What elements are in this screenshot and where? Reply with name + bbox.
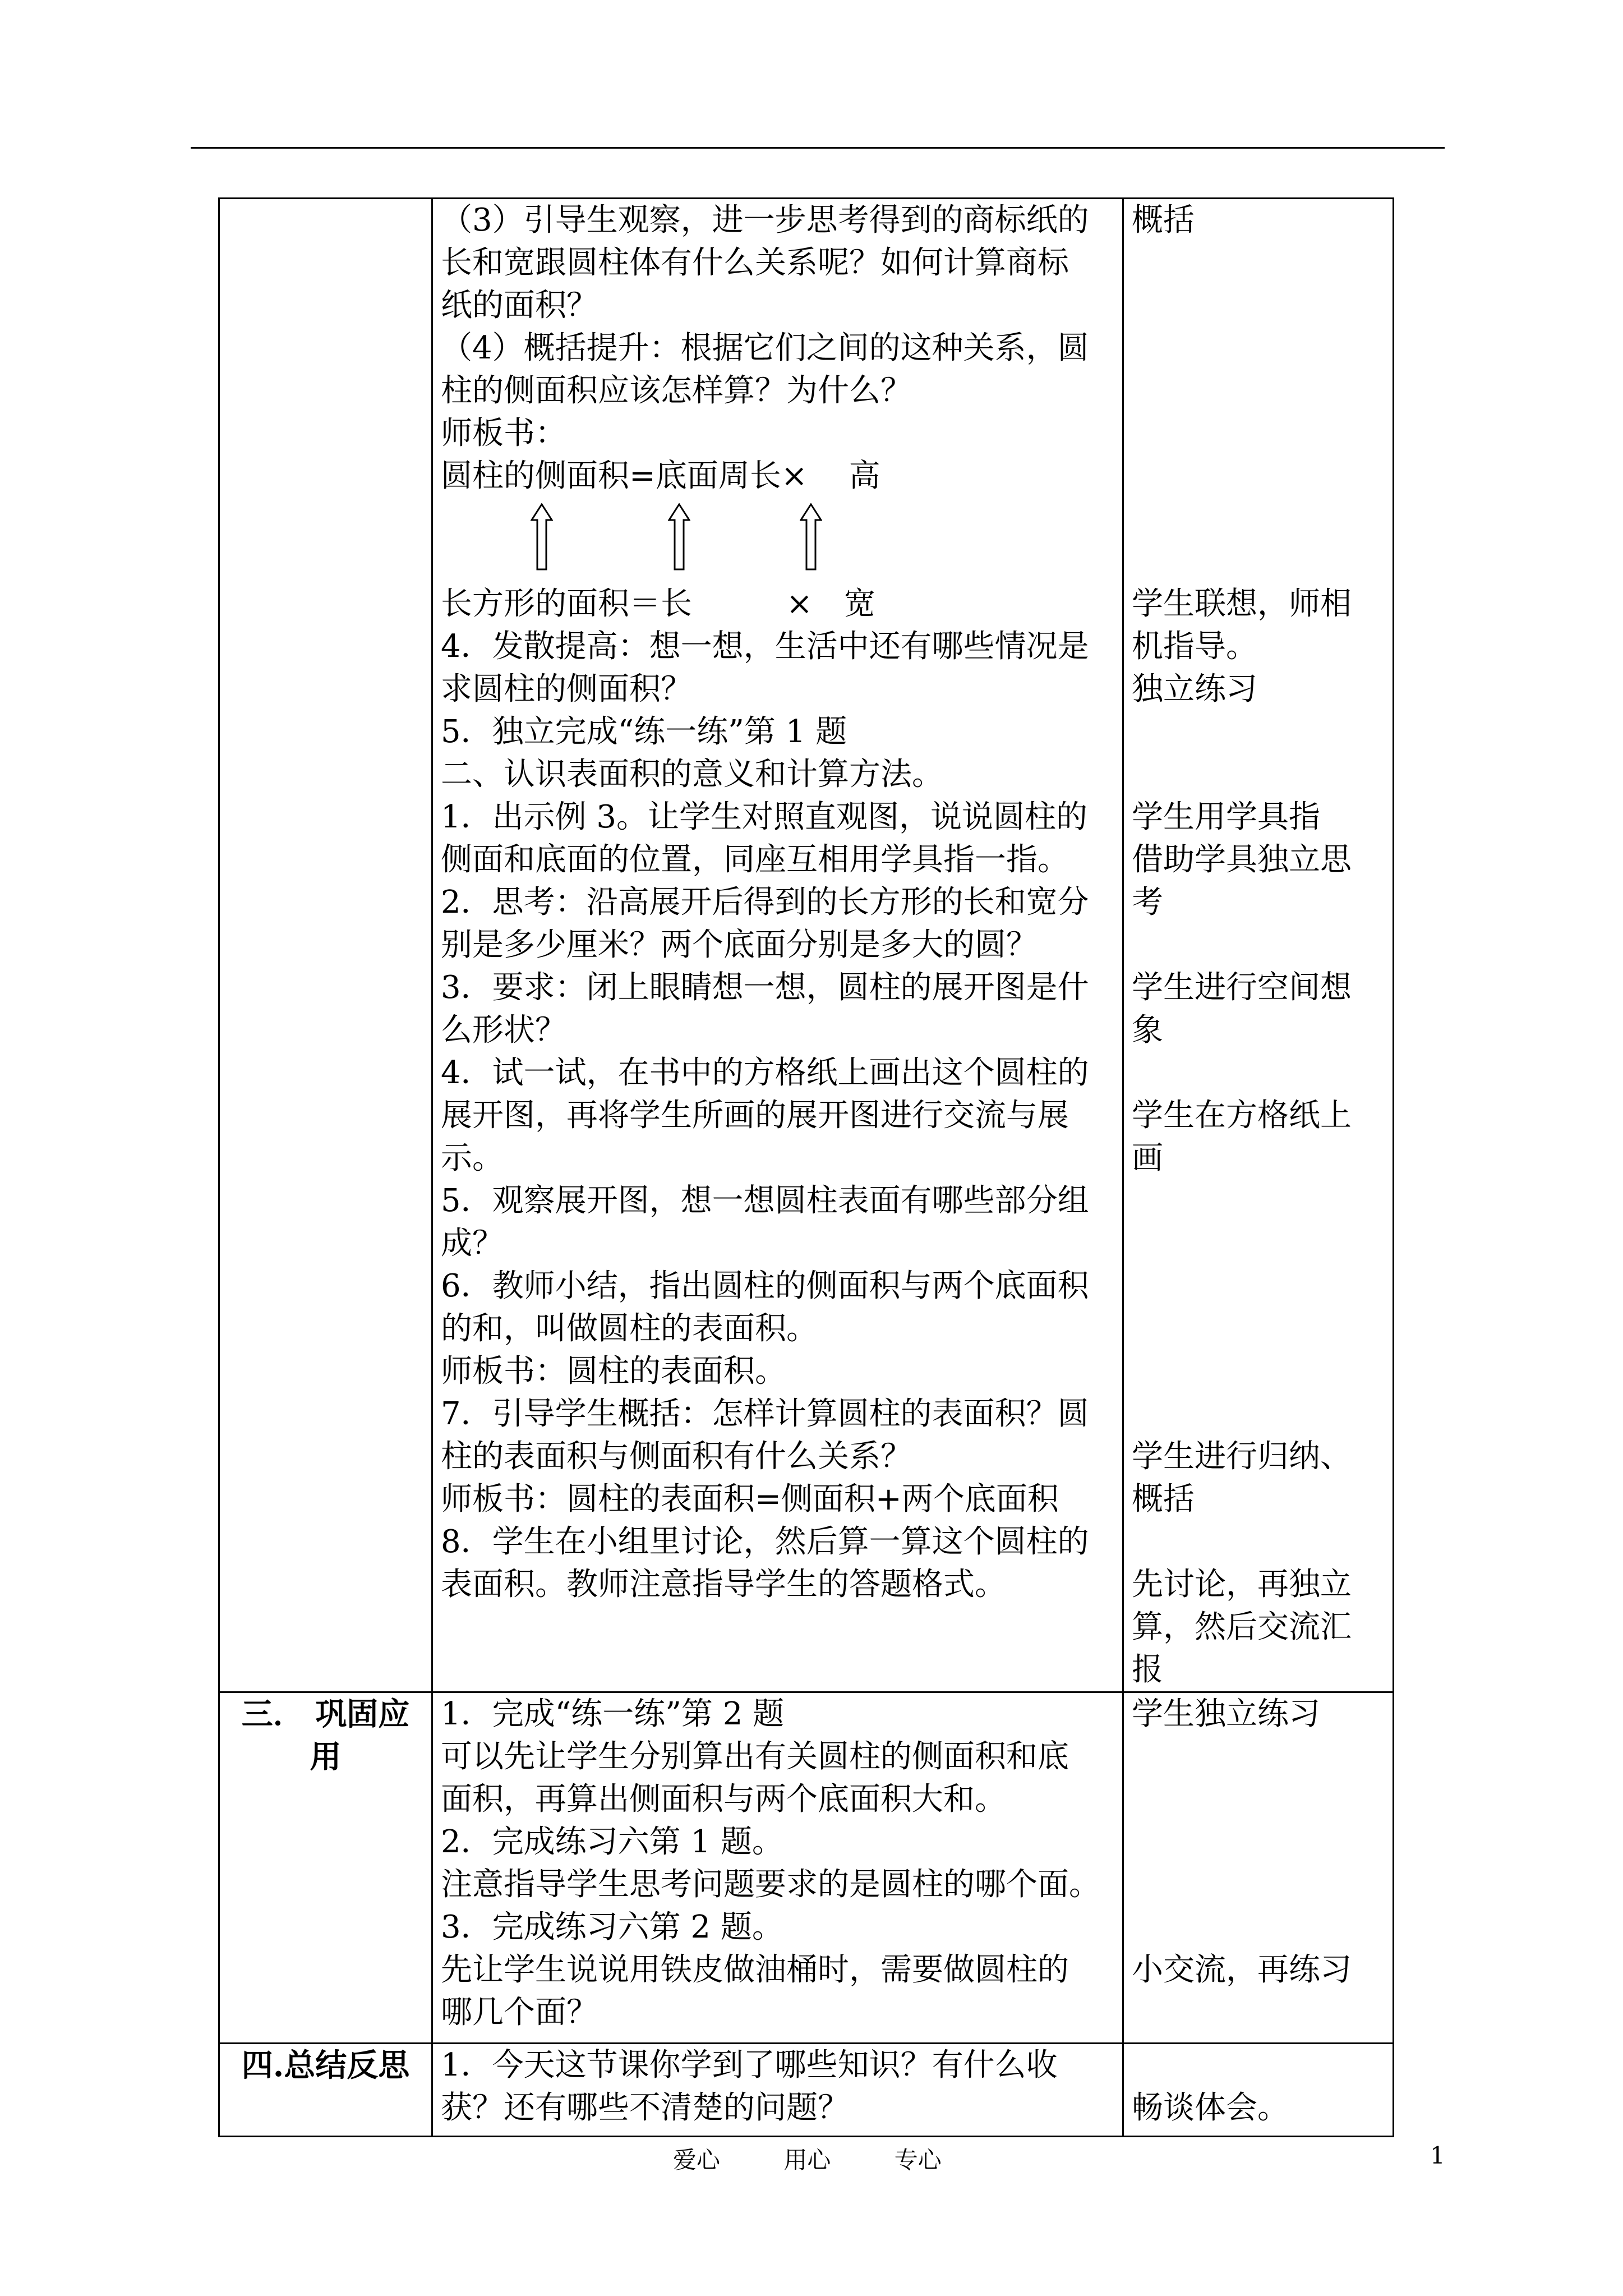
content-line: 示。 — [441, 1140, 504, 1176]
up-arrow-icon — [668, 503, 690, 570]
content-line: 6．教师小结，指出圆柱的侧面积与两个底面积 — [441, 1268, 1089, 1304]
content-line: 师板书：圆柱的表面积=侧面积+两个底面积 — [441, 1481, 1059, 1517]
note-line: 画 — [1132, 1140, 1163, 1176]
note-line: 学生在方格纸上 — [1132, 1097, 1352, 1134]
stage-cell — [219, 1692, 432, 2044]
content-line: 注意指导学生思考问题要求的是圆柱的哪个面。 — [441, 1866, 1100, 1903]
content-line: 5．独立完成“练一练”第 1 题 — [441, 714, 847, 750]
content-cell — [432, 1692, 1123, 2044]
content-line: 么形状？ — [441, 1012, 566, 1048]
note-line: 先讨论，再独立 — [1132, 1566, 1352, 1603]
content-line: 二、认识表面积的意义和计算方法。 — [441, 756, 943, 793]
content-line: 展开图，再将学生所画的展开图进行交流与展 — [441, 1097, 1069, 1134]
footer-word: 专心 — [894, 2146, 942, 2174]
content-line: 可以先让学生分别算出有关圆柱的侧面积和底 — [441, 1738, 1069, 1775]
up-arrow-icon — [531, 503, 553, 570]
table-row — [219, 199, 1394, 1692]
content-line: 柱的表面积与侧面积有什么关系？ — [441, 1438, 912, 1475]
content-line: 7．引导学生概括：怎样计算圆柱的表面积？圆 — [441, 1396, 1089, 1432]
note-line: 畅谈体会。 — [1132, 2090, 1289, 2126]
note-line: 小交流，再练习 — [1132, 1952, 1352, 1988]
stage-label: 三． 巩固应 — [241, 1696, 410, 1733]
content-line: （4）概括提升：根据它们之间的这种关系，圆 — [441, 330, 1089, 366]
content-cell — [432, 199, 1123, 1692]
table-row — [219, 2044, 1394, 2137]
content-line: 成？ — [441, 1225, 504, 1262]
content-line: 2．思考：沿高展开后得到的长方形的长和宽分 — [441, 884, 1089, 921]
content-line: 1．今天这节课你学到了哪些知识？有什么收 — [441, 2047, 1058, 2083]
content-line: 圆柱的侧面积=底面周长× 高 — [441, 458, 880, 494]
content-line: 先让学生说说用铁皮做油桶时，需要做圆柱的 — [441, 1952, 1069, 1988]
page-number: 1 — [1430, 2142, 1445, 2169]
content-line: 长方形的面积＝长 × 宽 — [441, 586, 875, 622]
note-line: 借助学具独立思 — [1132, 841, 1352, 878]
note-line: 概括 — [1132, 1481, 1195, 1517]
note-line: 算，然后交流汇 — [1132, 1609, 1352, 1645]
table-row — [219, 1692, 1394, 2044]
formula-arrows — [441, 498, 1114, 583]
note-line: 学生联想，师相 — [1132, 586, 1352, 622]
note-line: 学生进行归纳、 — [1132, 1438, 1352, 1475]
content-line: 1．出示例 3。让学生对照直观图，说说圆柱的 — [441, 799, 1088, 835]
content-line: 柱的侧面积应该怎样算？为什么？ — [441, 372, 912, 409]
footer-word: 用心 — [783, 2146, 831, 2174]
content-line: 面积，再算出侧面积与两个底面积大和。 — [441, 1781, 1006, 1818]
notes-cell — [1123, 1692, 1394, 2044]
content-line: 师板书： — [441, 415, 566, 452]
header-rule — [191, 147, 1445, 149]
stage-cell — [219, 2044, 432, 2137]
content-line: 求圆柱的侧面积？ — [441, 671, 692, 707]
content-line: 表面积。教师注意指导学生的答题格式。 — [441, 1566, 1006, 1603]
stage-cell — [219, 199, 432, 1692]
note-line: 独立练习 — [1132, 671, 1257, 707]
content-line: 3．完成练习六第 2 题。 — [441, 1909, 783, 1945]
content-line: 3．要求：闭上眼睛想一想，圆柱的展开图是什 — [441, 969, 1089, 1006]
up-arrow-icon — [800, 503, 822, 570]
content-line: 2．完成练习六第 1 题。 — [441, 1824, 783, 1860]
note-line: 考 — [1132, 884, 1163, 921]
content-line: 哪几个面？ — [441, 1994, 598, 2031]
content-line: 5．观察展开图，想一想圆柱表面有哪些部分组 — [441, 1182, 1089, 1219]
note-line: 学生独立练习 — [1132, 1696, 1320, 1732]
content-line: 纸的面积？ — [441, 287, 598, 324]
note-line: 学生进行空间想 — [1132, 969, 1352, 1006]
content-line: 的和，叫做圆柱的表面积。 — [441, 1310, 818, 1347]
content-line: 获？还有哪些不清楚的问题？ — [441, 2090, 849, 2126]
note-line: 报 — [1132, 1651, 1163, 1688]
stage-label: 用 — [310, 1738, 342, 1775]
content-line: 师板书：圆柱的表面积。 — [441, 1353, 786, 1389]
footer-motto — [673, 2142, 998, 2175]
content-line: 1．完成“练一练”第 2 题 — [441, 1696, 785, 1732]
content-line: （3）引导生观察，进一步思考得到的商标纸的 — [441, 202, 1089, 238]
notes-cell — [1123, 2044, 1394, 2137]
content-line: 长和宽跟圆柱体有什么关系呢？如何计算商标 — [441, 245, 1069, 281]
content-line: 别是多少厘米？两个底面分别是多大的圆？ — [441, 927, 1038, 963]
content-line: 4．发散提高：想一想，生活中还有哪些情况是 — [441, 628, 1089, 665]
lesson-plan-table — [218, 197, 1394, 2137]
content-line: 8．学生在小组里讨论，然后算一算这个圆柱的 — [441, 1524, 1089, 1560]
note-line: 学生用学具指 — [1132, 799, 1320, 835]
note-line: 概括 — [1132, 202, 1195, 238]
content-line: 侧面和底面的位置，同座互相用学具指一指。 — [441, 841, 1069, 878]
content-line: 4．试一试，在书中的方格纸上画出这个圆柱的 — [441, 1055, 1089, 1091]
stage-label: 四.总结反思 — [241, 2047, 410, 2084]
content-cell — [432, 2044, 1123, 2137]
footer-word: 爱心 — [673, 2146, 721, 2174]
note-line: 机指导。 — [1132, 628, 1257, 665]
note-line: 象 — [1132, 1012, 1163, 1048]
notes-cell — [1123, 199, 1394, 1692]
